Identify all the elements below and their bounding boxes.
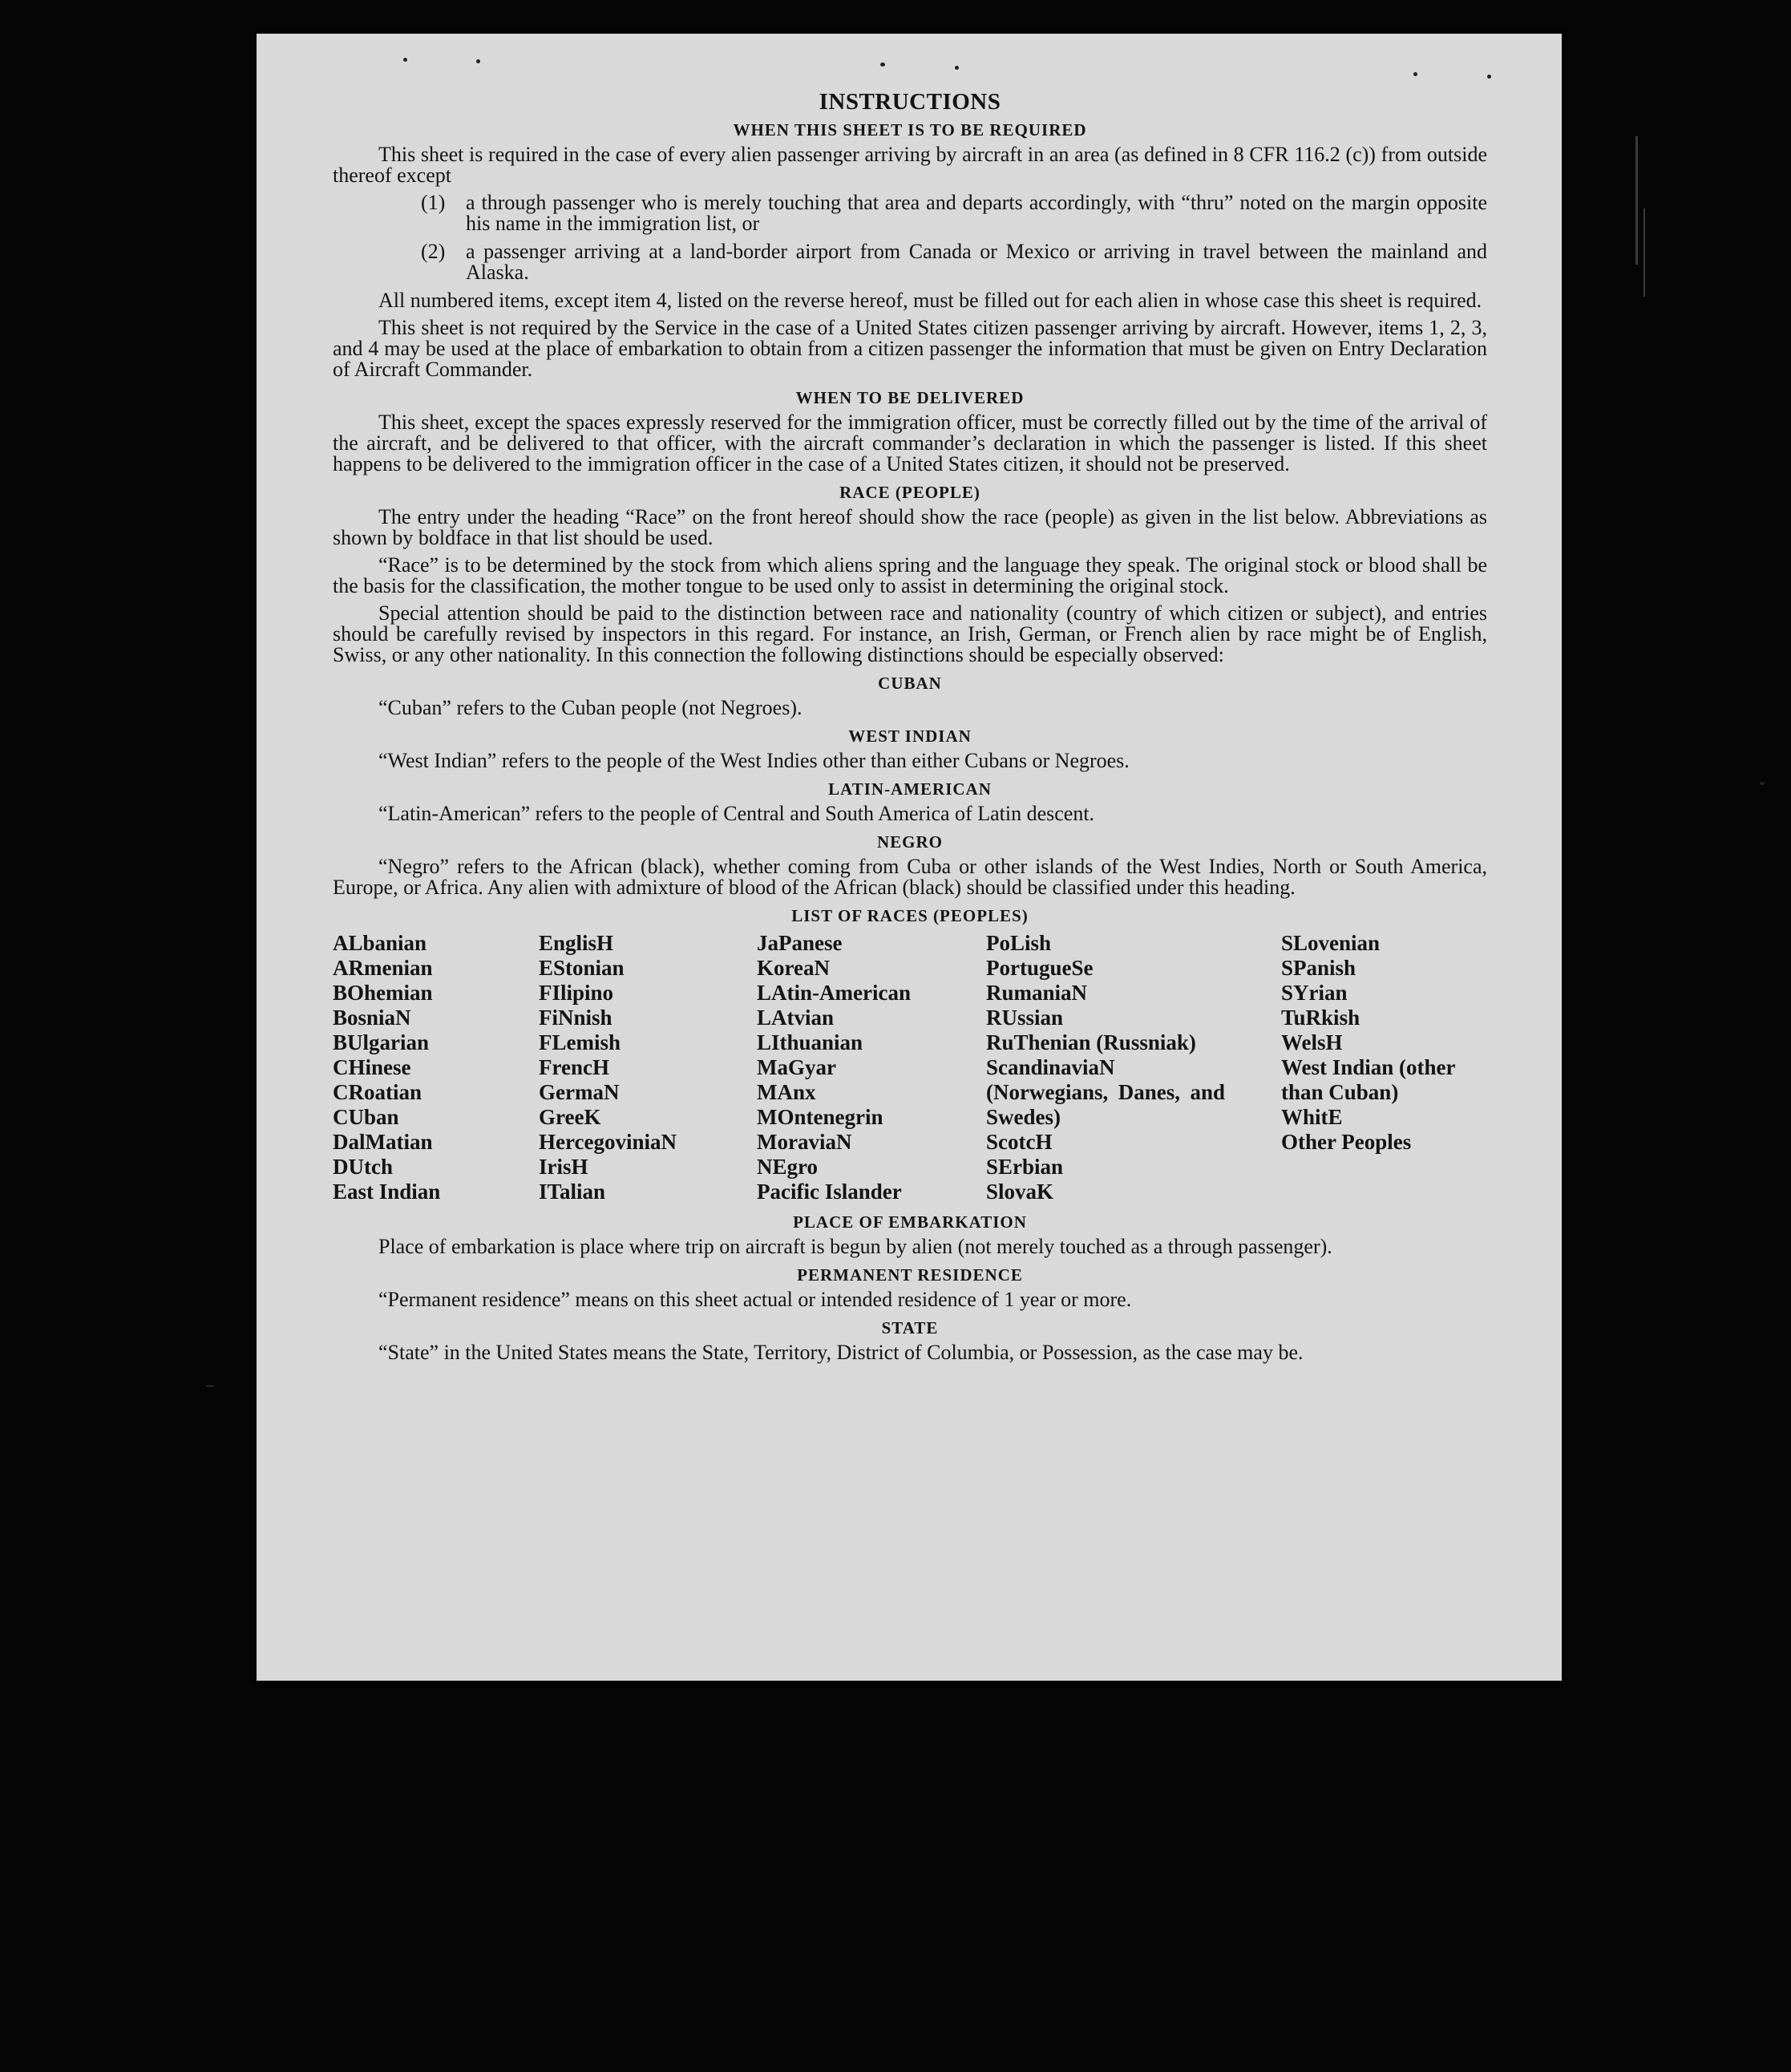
race-entry: East Indian <box>333 1180 441 1204</box>
race-entry: FLemish <box>539 1030 621 1054</box>
punch-mark <box>476 59 480 63</box>
race-entry: ScandinaviaN (Norwegians, Danes, and Swedes) <box>986 1055 1225 1129</box>
section-heading: WHEN THIS SHEET IS TO BE REQUIRED <box>733 120 1087 140</box>
race-entry: EnglisH <box>539 931 614 955</box>
race-entry: SlovaK <box>986 1180 1054 1204</box>
race-entry: WelsH <box>1281 1030 1343 1054</box>
race-entry: JaPanese <box>757 931 843 955</box>
paragraph: This sheet is required in the case of every alien passenger arriving by aircraft in an area (as defined in 8 CFR 116.2 (c)) from outside thereof except <box>333 143 1487 187</box>
race-entry: CHinese <box>333 1055 411 1079</box>
section-heading: LATIN-AMERICAN <box>828 779 992 799</box>
paragraph: “Permanent residence” means on this sheet actual or intended residence of 1 year or more. <box>378 1288 1132 1311</box>
race-entry: RuThenian (Russniak) <box>986 1030 1196 1054</box>
exception-item <box>333 241 1487 283</box>
race-entry: RumaniaN <box>986 981 1088 1005</box>
section-heading: LIST OF RACES (PEOPLES) <box>791 906 1029 925</box>
paragraph: Special attention should be paid to the distinction between race and nationality (country of which citizen or subject), and entries should be carefully revised by inspectors in this regard. For instance, an Irish, German, or French alien by race might be of English, Swiss, or any other nationality. In this connection the following distinctions should be especially observed: <box>333 601 1487 666</box>
paragraph: “West Indian” refers to the people of the West Indies other than either Cubans or Negroes. <box>378 749 1130 772</box>
section-heading: PLACE OF EMBARKATION <box>793 1212 1027 1232</box>
race-entry: KoreaN <box>757 956 830 980</box>
race-column <box>539 931 757 1204</box>
race-entry: SPanish <box>1281 956 1356 980</box>
item-text: a passenger arriving at a land-border airport from Canada or Mexico or arriving in travel between the mainland and Alaska. <box>466 240 1487 284</box>
race-entry: ITalian <box>539 1180 606 1204</box>
race-entry: SLovenian <box>1281 931 1381 955</box>
punch-mark <box>1487 75 1491 79</box>
race-column <box>757 931 986 1204</box>
punch-mark <box>1413 72 1417 76</box>
document-page <box>257 34 1562 1681</box>
race-column <box>1281 931 1487 1204</box>
exception-item <box>333 192 1487 234</box>
paragraph: “Latin-American” refers to the people of Central and South America of Latin descent. <box>378 802 1095 825</box>
paragraph: Place of embarkation is place where trip on aircraft is begun by alien (not merely touched as a through passenger). <box>378 1235 1332 1258</box>
paragraph: “Negro” refers to the African (black), whether coming from Cuba or other islands of the West Indies, North or South America, Europe, or Africa. Any alien with admixture of blood of the African (black) should be classified under this heading. <box>333 855 1487 899</box>
race-entry: HercegoviniaN <box>539 1130 677 1154</box>
race-entry: Pacific Islander <box>757 1180 902 1204</box>
race-entry: CRoatian <box>333 1080 422 1104</box>
page-title: INSTRUCTIONS <box>819 89 1001 115</box>
race-entry: IrisH <box>539 1155 588 1179</box>
punch-mark <box>403 58 407 62</box>
race-entry: MAnx <box>757 1080 816 1104</box>
section-heading: WEST INDIAN <box>848 726 972 746</box>
paragraph: This sheet, except the spaces expressly reserved for the immigration officer, must be correctly filled out by the time of the arrival of the aircraft, and be delivered to that officer, with the aircraft commander’s declaration in which the passenger is listed. If this sheet happens to be delivered to the immigration officer in the case of a United States citizen, it should not be preserved. <box>333 411 1487 476</box>
race-column <box>986 931 1281 1204</box>
section-heading: NEGRO <box>876 832 943 852</box>
race-entry: EStonian <box>539 956 625 980</box>
race-entry: BosniaN <box>333 1006 411 1030</box>
section-heading: RACE (PEOPLE) <box>839 483 980 502</box>
item-number: (2) <box>421 240 446 263</box>
race-entry: FrencH <box>539 1055 609 1079</box>
race-entry: DalMatian <box>333 1130 433 1154</box>
race-entry: ALbanian <box>333 931 427 955</box>
race-entry: WhitE <box>1281 1105 1343 1129</box>
punch-mark <box>880 63 885 67</box>
race-list <box>333 931 1487 1204</box>
race-entry: Other Peoples <box>1281 1130 1412 1154</box>
race-entry: ARmenian <box>333 956 433 980</box>
paragraph: “State” in the United States means the State, Territory, District of Columbia, or Possession, as the case may be. <box>378 1341 1304 1364</box>
race-entry: LAtvian <box>757 1006 835 1030</box>
race-entry: GermaN <box>539 1080 620 1104</box>
race-entry: RUssian <box>986 1006 1064 1030</box>
race-entry: BUlgarian <box>333 1030 430 1054</box>
item-number: (1) <box>421 191 446 214</box>
race-entry: MoraviaN <box>757 1130 852 1154</box>
scan-edge-artifact <box>1643 208 1645 297</box>
race-entry: LAtin-American <box>757 981 911 1005</box>
race-entry: GreeK <box>539 1105 601 1129</box>
punch-mark <box>955 66 959 70</box>
paragraph: All numbered items, except item 4, listed on the reverse hereof, must be filled out for each alien in whose case this sheet is required. <box>378 289 1482 312</box>
item-text: a through passenger who is merely touching that area and departs accordingly, with “thru” noted on the margin opposite his name in the immigration list, or <box>466 191 1487 235</box>
paragraph: “Race” is to be determined by the stock from which aliens spring and the language they speak. The original stock or blood shall be the basis for the classification, the mother tongue to be used only to assist in determining the original stock. <box>333 553 1487 597</box>
race-entry: PortugueSe <box>986 956 1094 980</box>
race-entry: MaGyar <box>757 1055 836 1079</box>
scan-speck <box>1760 782 1765 785</box>
race-entry: FIlipino <box>539 981 614 1005</box>
section-heading: STATE <box>881 1318 939 1337</box>
scan-edge-artifact <box>1635 136 1638 265</box>
race-entry: NEgro <box>757 1155 819 1179</box>
race-entry: SYrian <box>1281 981 1348 1005</box>
section-heading: CUBAN <box>878 674 942 693</box>
paragraph: This sheet is not required by the Service in the case of a United States citizen passenger arriving by aircraft. However, items 1, 2, 3, and 4 may be used at the place of embarkation to obtain from a citizen passenger the information that must be given on Entry Declaration of Aircraft Commander. <box>333 316 1487 381</box>
race-entry: SErbian <box>986 1155 1064 1179</box>
race-entry: PoLish <box>986 931 1052 955</box>
instructions-body <box>333 91 1487 1370</box>
race-column <box>333 931 539 1204</box>
race-entry: FiNnish <box>539 1006 612 1030</box>
race-entry: LIthuanian <box>757 1030 863 1054</box>
paragraph: The entry under the heading “Race” on the front hereof should show the race (people) as given in the list below. Abbreviations as shown by boldface in that list should be used. <box>333 505 1487 549</box>
race-entry: ScotcH <box>986 1130 1053 1154</box>
section-heading: WHEN TO BE DELIVERED <box>795 388 1025 407</box>
race-entry: CUban <box>333 1105 399 1129</box>
race-entry: DUtch <box>333 1155 393 1179</box>
race-entry: MOntenegrin <box>757 1105 883 1129</box>
section-heading: PERMANENT RESIDENCE <box>797 1265 1023 1285</box>
race-entry: TuRkish <box>1281 1006 1360 1030</box>
paragraph: “Cuban” refers to the Cuban people (not Negroes). <box>378 696 803 719</box>
race-entry: West Indian (other than Cuban) <box>1281 1055 1456 1104</box>
scan-speck <box>205 1385 215 1387</box>
race-entry: BOhemian <box>333 981 433 1005</box>
